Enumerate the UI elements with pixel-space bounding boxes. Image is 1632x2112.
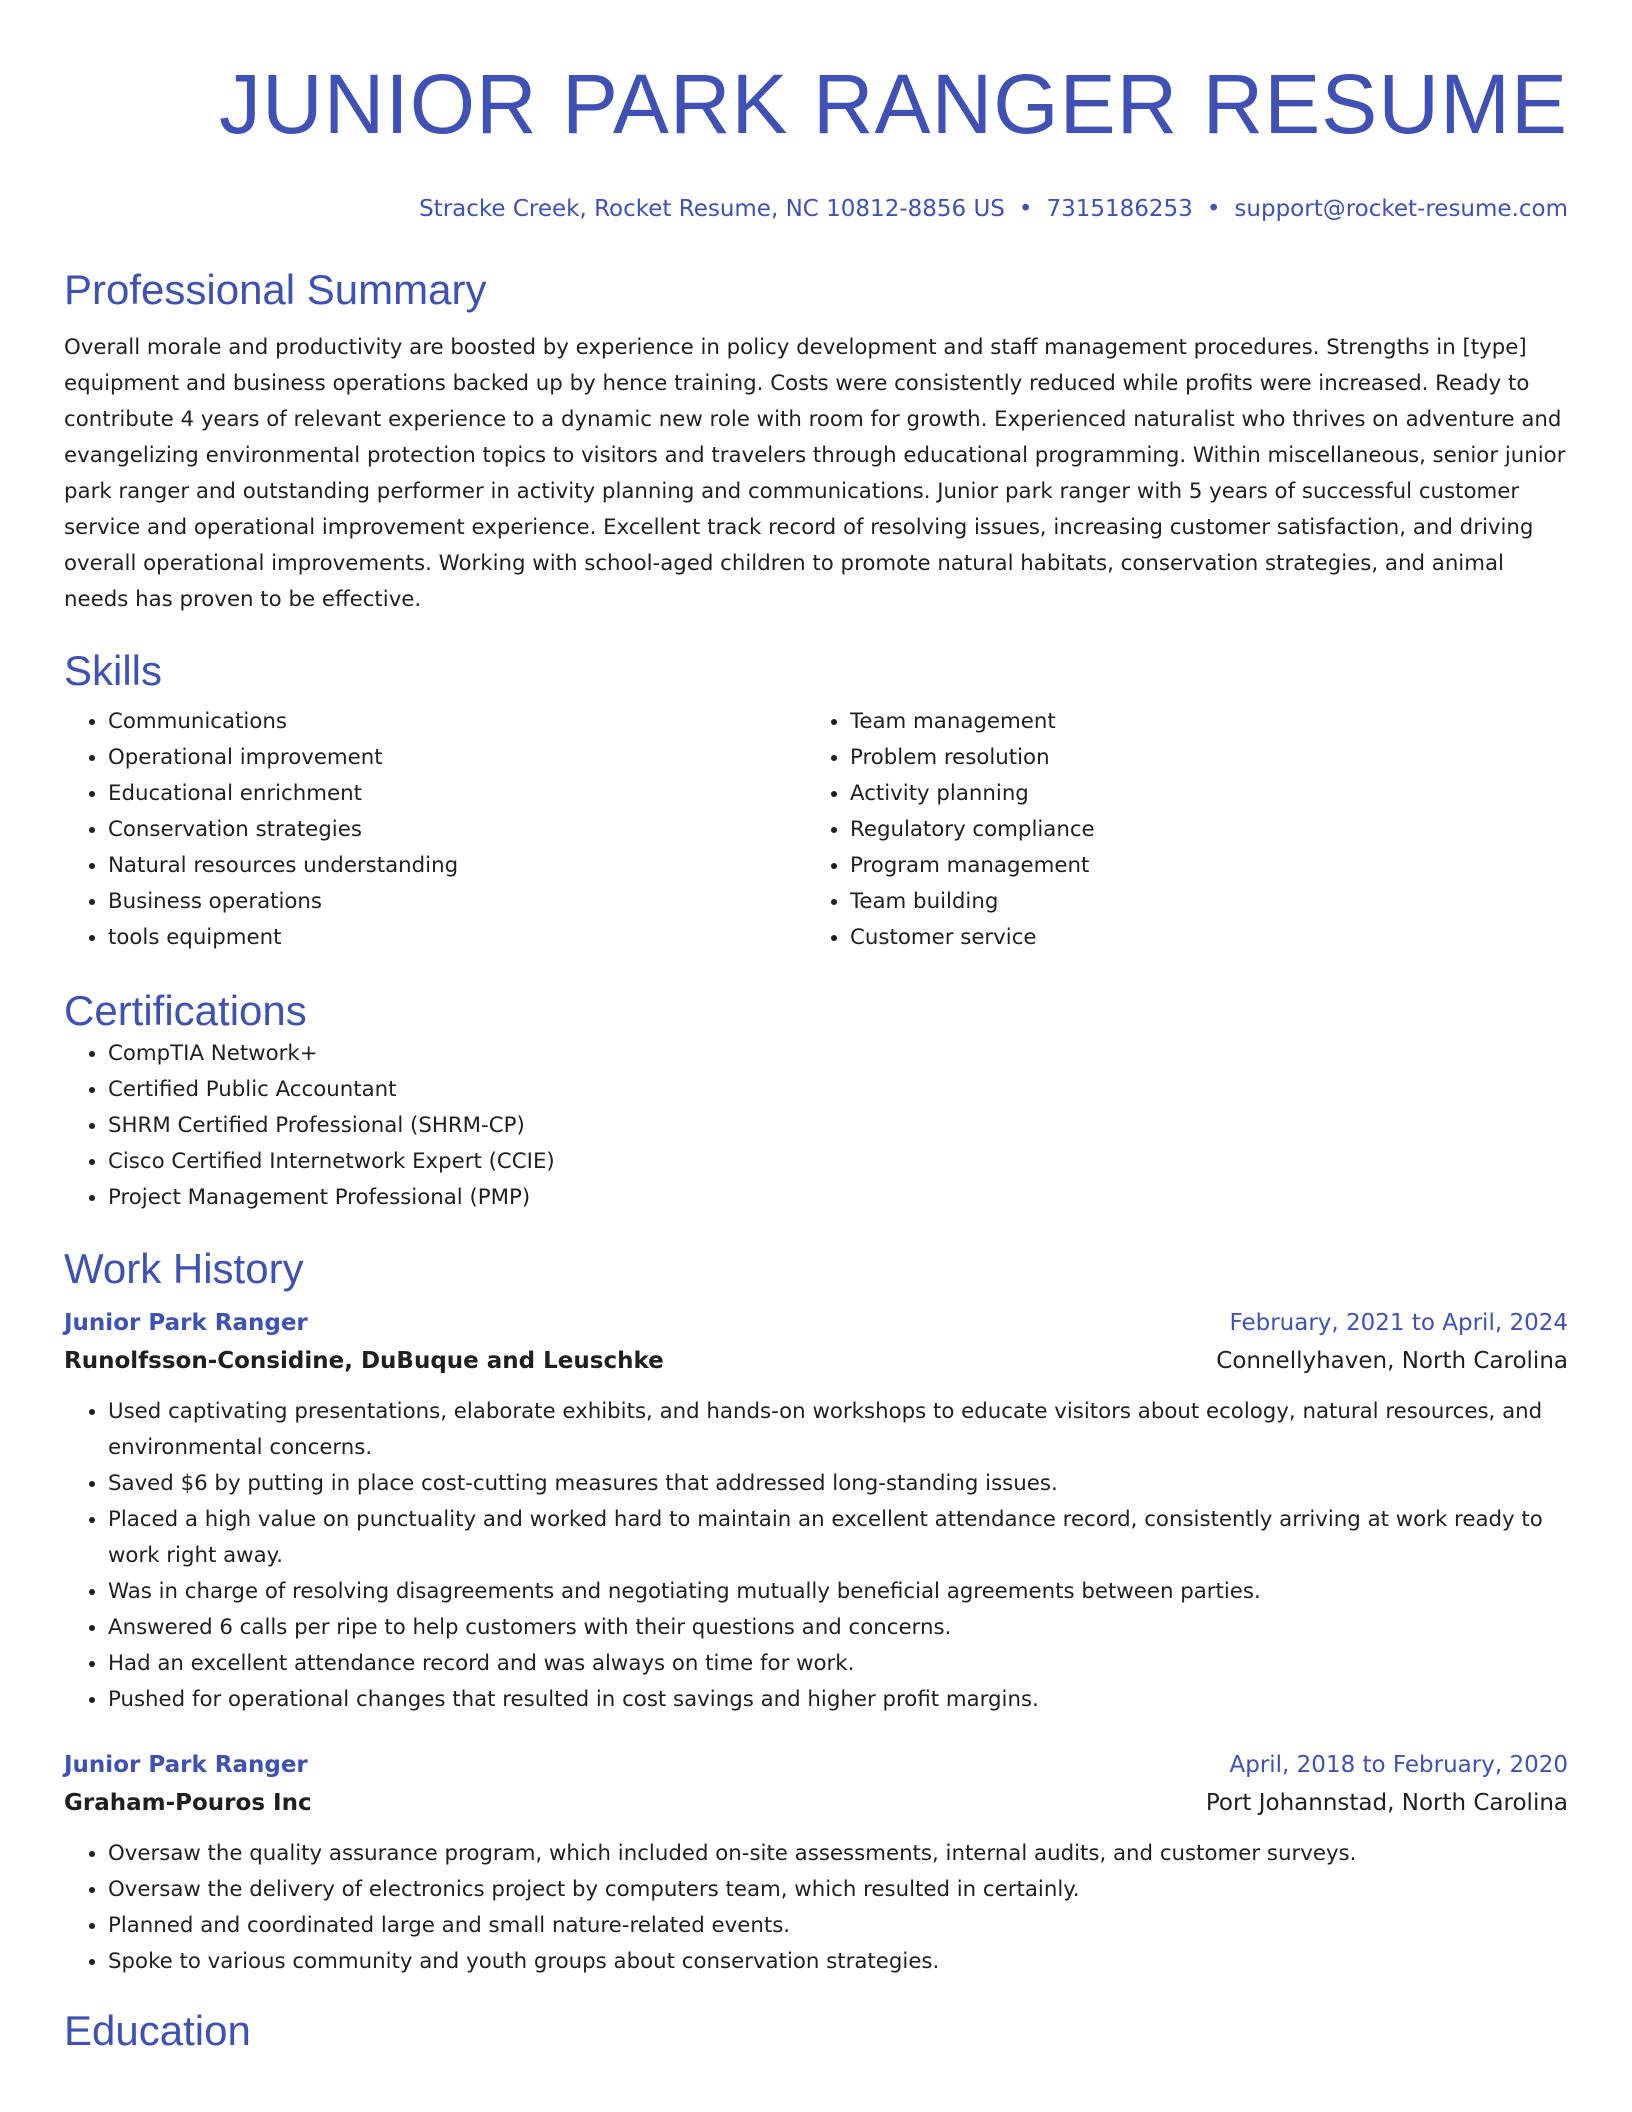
job-dates: February, 2021 to April, 2024 <box>1229 1310 1568 1336</box>
resume-header <box>64 0 1568 224</box>
job-duty-item: • Placed a high value on punctuality and worked hard to maintain an excellent attendance record, consistently arriving at work ready to work right away. <box>108 1502 1568 1574</box>
education-section <box>64 2006 1568 2056</box>
skill-item: • Regulatory compliance <box>850 812 1548 848</box>
section-title-education: Education <box>64 2007 251 2054</box>
skill-item: • Natural resources understanding <box>108 848 806 884</box>
skill-item: • Program management <box>850 848 1548 884</box>
contact-address: Stracke Creek, Rocket Resume, NC 10812-8856 US <box>419 196 1005 222</box>
skill-item: • Problem resolution <box>850 740 1548 776</box>
skills-section <box>64 646 1568 956</box>
job-duties-list <box>64 1394 1568 1718</box>
skill-item: • tools equipment <box>108 920 806 956</box>
certifications-section <box>64 986 1568 1216</box>
job-title: Junior Park Ranger <box>64 1310 308 1336</box>
skill-item: • Activity planning <box>850 776 1548 812</box>
job-header-row <box>64 1746 1568 1784</box>
skill-item: • Team building <box>850 884 1548 920</box>
certification-item: • CompTIA Network+ <box>108 1036 1568 1072</box>
job-duty-item: • Had an excellent attendance record and was always on time for work. <box>108 1646 1568 1682</box>
job-title: Junior Park Ranger <box>64 1752 308 1778</box>
skill-item: • Conservation strategies <box>108 812 806 848</box>
job-dates: April, 2018 to February, 2020 <box>1229 1752 1568 1778</box>
job-location: Connellyhaven, North Carolina <box>1216 1348 1568 1374</box>
section-title-summary: Professional Summary <box>64 266 487 313</box>
job-company-row <box>64 1784 1568 1822</box>
skills-list-left <box>64 704 806 956</box>
contact-separator: • <box>1206 196 1221 222</box>
job-duty-item: • Oversaw the quality assurance program, which included on-site assessments, internal audits, and customer surveys. <box>108 1836 1568 1872</box>
skills-grid <box>64 704 1568 956</box>
skills-list-right <box>806 704 1548 956</box>
skill-item: • Communications <box>108 704 806 740</box>
job-company-row <box>64 1342 1568 1380</box>
certification-item: • SHRM Certified Professional (SHRM-CP) <box>108 1108 1568 1144</box>
professional-summary-section <box>64 265 1568 618</box>
certification-item: • Cisco Certified Internetwork Expert (CCIE) <box>108 1144 1568 1180</box>
job-entry <box>64 1746 1568 1980</box>
certification-item: • Certified Public Accountant <box>108 1072 1568 1108</box>
certifications-list <box>64 1036 1568 1216</box>
section-title-work-history: Work History <box>64 1245 304 1292</box>
job-duty-item: • Used captivating presentations, elaborate exhibits, and hands-on workshops to educate visitors about ecology, natural resources, and environmental concerns. <box>108 1394 1568 1466</box>
job-company: Graham-Pouros Inc <box>64 1790 312 1816</box>
skills-column-left <box>64 704 806 956</box>
section-title-skills: Skills <box>64 647 163 694</box>
job-location: Port Johannstad, North Carolina <box>1205 1790 1568 1816</box>
work-history-section <box>64 1244 1568 1980</box>
job-duty-item: • Spoke to various community and youth groups about conservation strategies. <box>108 1944 1568 1980</box>
job-header-row <box>64 1304 1568 1342</box>
certification-item: • Project Management Professional (PMP) <box>108 1180 1568 1216</box>
skill-item: • Educational enrichment <box>108 776 806 812</box>
skill-item: • Business operations <box>108 884 806 920</box>
section-title-certifications: Certifications <box>64 987 307 1034</box>
contact-line <box>64 194 1568 224</box>
job-duty-item: • Planned and coordinated large and small nature-related events. <box>108 1908 1568 1944</box>
job-duty-item: • Pushed for operational changes that resulted in cost savings and higher profit margins. <box>108 1682 1568 1718</box>
job-entry <box>64 1304 1568 1718</box>
contact-separator: • <box>1018 196 1033 222</box>
job-company: Runolfsson-Considine, DuBuque and Leuschke <box>64 1348 664 1374</box>
job-duty-item: • Was in charge of resolving disagreements and negotiating mutually beneficial agreements between parties. <box>108 1574 1568 1610</box>
summary-text: Overall morale and productivity are boosted by experience in policy development and staff management procedures. Strengths in [type] equipment and business operations backed up by hence training. Costs were consistently reduced while profits were increased. Ready to contribute 4 years of relevant experience to a dynamic new role with room for growth. Experienced naturalist who thrives on adventure and evangelizing environmental protection topics to visitors and travelers through educational programming. Within miscellaneous, senior junior park ranger and outstanding performer in activity planning and communications. Junior park ranger with 5 years of successful customer service and operational improvement experience. Excellent track record of resolving issues, increasing customer satisfaction, and driving overall operational improvements. Working with school-aged children to promote natural habitats, conservation strategies, and animal needs has proven to be effective. <box>64 335 1566 612</box>
skill-item: • Operational improvement <box>108 740 806 776</box>
skill-item: • Customer service <box>850 920 1548 956</box>
contact-email: support@rocket-resume.com <box>1234 196 1568 222</box>
resume-title: JUNIOR PARK RANGER RESUME <box>219 57 1568 151</box>
skills-column-right <box>806 704 1548 956</box>
contact-phone: 7315186253 <box>1046 196 1193 222</box>
job-duty-item: • Saved $6 by putting in place cost-cutting measures that addressed long-standing issues. <box>108 1466 1568 1502</box>
job-duty-item: • Oversaw the delivery of electronics project by computers team, which resulted in certainly. <box>108 1872 1568 1908</box>
job-duties-list <box>64 1836 1568 1980</box>
job-duty-item: • Answered 6 calls per ripe to help customers with their questions and concerns. <box>108 1610 1568 1646</box>
skill-item: • Team management <box>850 704 1548 740</box>
